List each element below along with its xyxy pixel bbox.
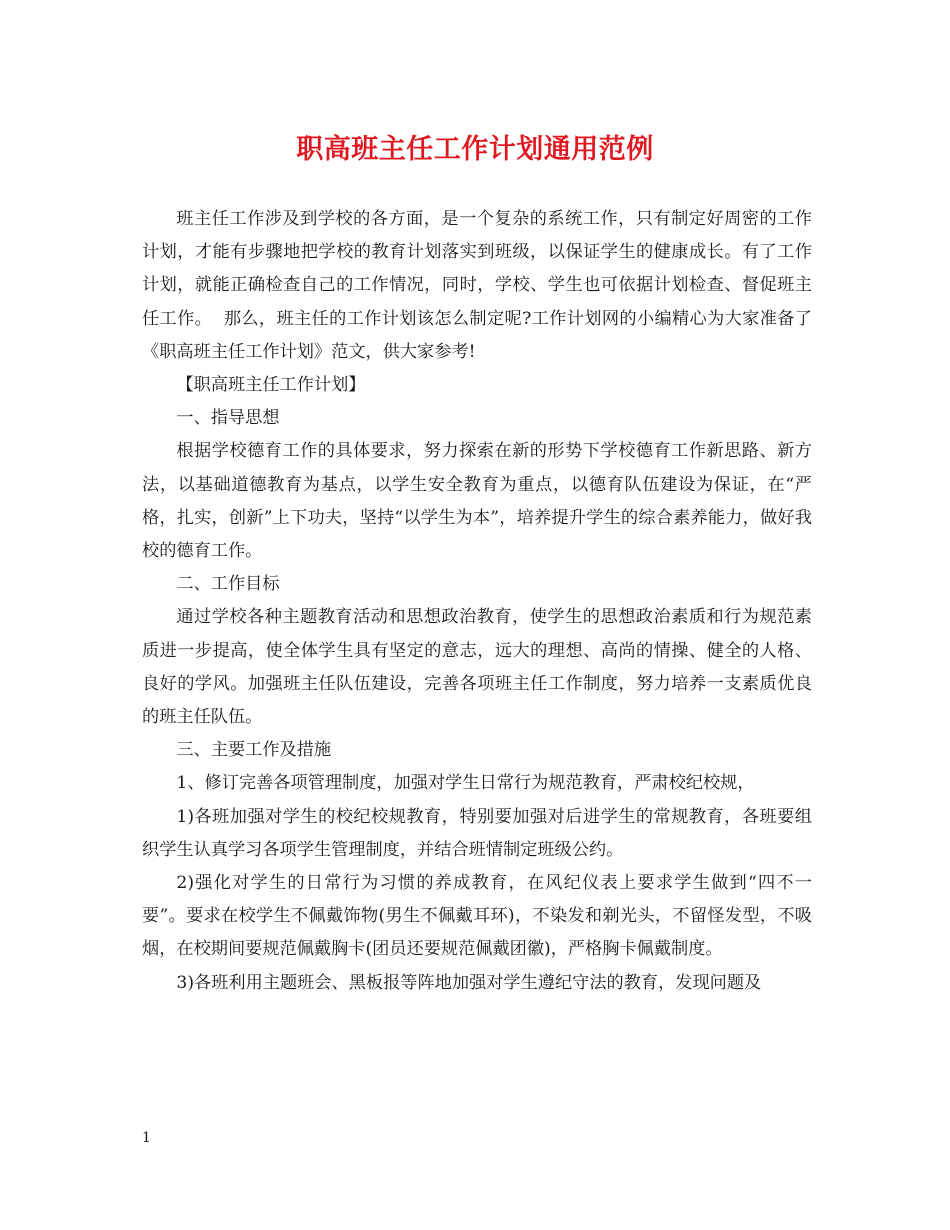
section-heading-work-goals: 二、工作目标 — [176, 574, 280, 595]
main-work-subitem-1: 1)各班加强对学生的校纪校规教育，特别要加强对后进学生的常规教育，各班要组织学生认真学习各项学生管理制度，并结合班情制定班级公约。 — [142, 806, 812, 860]
section-heading-guiding-ideology: 一、指导思想 — [176, 408, 280, 429]
page-number: 1 — [142, 1130, 151, 1146]
plan-heading: 【职高班主任工作计划】 — [176, 375, 366, 396]
document-body — [142, 203, 812, 1000]
work-goals-paragraph: 通过学校各种主题教育活动和思想政治教育，使学生的思想政治素质和行为规范素质进一步提高，使全体学生具有坚定的意志，远大的理想、高尚的情操、健全的人格、良好的学风。加强班主任队伍建设，完善各项班主任工作制度，努力培养一支素质优良的班主任队伍。 — [142, 607, 812, 728]
main-work-subitem-2: 2)强化对学生的日常行为习惯的养成教育，在风纪仪表上要求学生做到“四不一要”。要求在校学生不佩戴饰物(男生不佩戴耳环)，不染发和剃光头，不留怪发型，不吸烟，在校期间要规范佩戴胸卡(团员还要规范佩戴团徽)，严格胸卡佩戴制度。 — [142, 873, 812, 960]
main-work-subitem-3: 3)各班利用主题班会、黑板报等阵地加强对学生遵纪守法的教育，发现问题及 — [176, 972, 762, 993]
intro-paragraph: 班主任工作涉及到学校的各方面，是一个复杂的系统工作，只有制定好周密的工作计划，才能有步骤地把学校的教育计划落实到班级，以保证学生的健康成长。有了工作计划，就能正确检查自己的工作情况，同时，学校、学生也可依据计划检查、督促班主任工作。 那么，班主任的工作计划该怎么制定呢?工作计划网的小编精心为大家准备了《职高班主任工作计划》范文，供大家参考! — [142, 209, 812, 362]
main-work-item-1: 1、修订完善各项管理制度，加强对学生日常行为规范教育，严肃校纪校规， — [176, 773, 755, 794]
guiding-ideology-paragraph: 根据学校德育工作的具体要求，努力探索在新的形势下学校德育工作新思路、新方法，以基础道德教育为基点，以学生安全教育为重点，以德育队伍建设为保证，在“严格，扎实，创新”上下功夫，坚持“以学生为本”，培养提升学生的综合素养能力，做好我校的德育工作。 — [142, 441, 812, 562]
section-heading-main-work: 三、主要工作及措施 — [176, 740, 332, 761]
document-title: 职高班主任工作计划通用范例 — [296, 134, 654, 165]
